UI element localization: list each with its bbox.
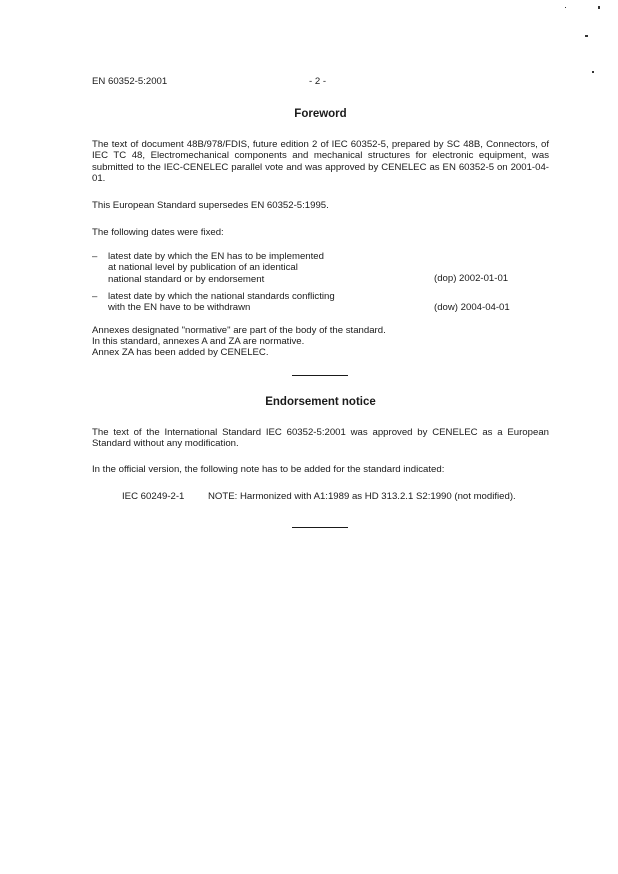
- annex-line-1: Annexes designated "normative" are part of the body of the standard.: [92, 325, 386, 336]
- date-item-value: (dow) 2004-04-01: [434, 302, 510, 313]
- note-text: NOTE: Harmonized with A1:1989 as HD 313.2.1 S2:1990 (not modified).: [208, 491, 516, 502]
- scan-artifact-2: [585, 35, 588, 37]
- foreword-paragraph-1: The text of document 48B/978/FDIS, future edition 2 of IEC 60352-5, prepared by SC 48B, Connectors, of IEC TC 48, Electromechanical components and mechanical structures for electronic equipment, was submitted to the IEC-CENELEC parallel vote and was approved by CENELEC as EN 60352-5 on 2001-04-01.: [92, 139, 549, 184]
- endorsement-paragraph-2: In the official version, the following note has to be added for the standard indicated:: [92, 464, 445, 475]
- scan-artifact-4: [565, 7, 566, 8]
- scan-artifact-3: [592, 71, 594, 73]
- date-item-text: latest date by which the national standards conflicting with the EN have to be withdrawn: [108, 291, 335, 314]
- note-standard-reference: IEC 60249-2-1: [122, 491, 185, 502]
- foreword-title: Foreword: [294, 108, 347, 120]
- date-item-value: (dop) 2002-01-01: [434, 273, 509, 284]
- scan-artifact-1: [598, 6, 600, 9]
- date-item-text: latest date by which the EN has to be implemented at national level by publication of an identical national standard or by endorsement: [108, 251, 324, 285]
- annex-line-3: Annex ZA has been added by CENELEC.: [92, 347, 269, 358]
- foreword-paragraph-2: This European Standard supersedes EN 60352-5:1995.: [92, 200, 329, 211]
- endorsement-title: Endorsement notice: [265, 396, 376, 408]
- dash-bullet: –: [92, 251, 98, 262]
- section-divider-2: [292, 527, 348, 528]
- date-item-dow: [92, 291, 549, 315]
- section-divider-1: [292, 375, 348, 376]
- foreword-paragraph-3: The following dates were fixed:: [92, 227, 224, 238]
- endorsement-paragraph-1: The text of the International Standard IEC 60352-5:2001 was approved by CENELEC as a European Standard without any modification.: [92, 427, 549, 450]
- annex-line-2: In this standard, annexes A and ZA are normative.: [92, 336, 305, 347]
- date-item-dop: [92, 251, 549, 287]
- page-number: - 2 -: [309, 76, 327, 87]
- document-id: EN 60352-5:2001: [92, 76, 168, 87]
- dash-bullet: –: [92, 291, 98, 302]
